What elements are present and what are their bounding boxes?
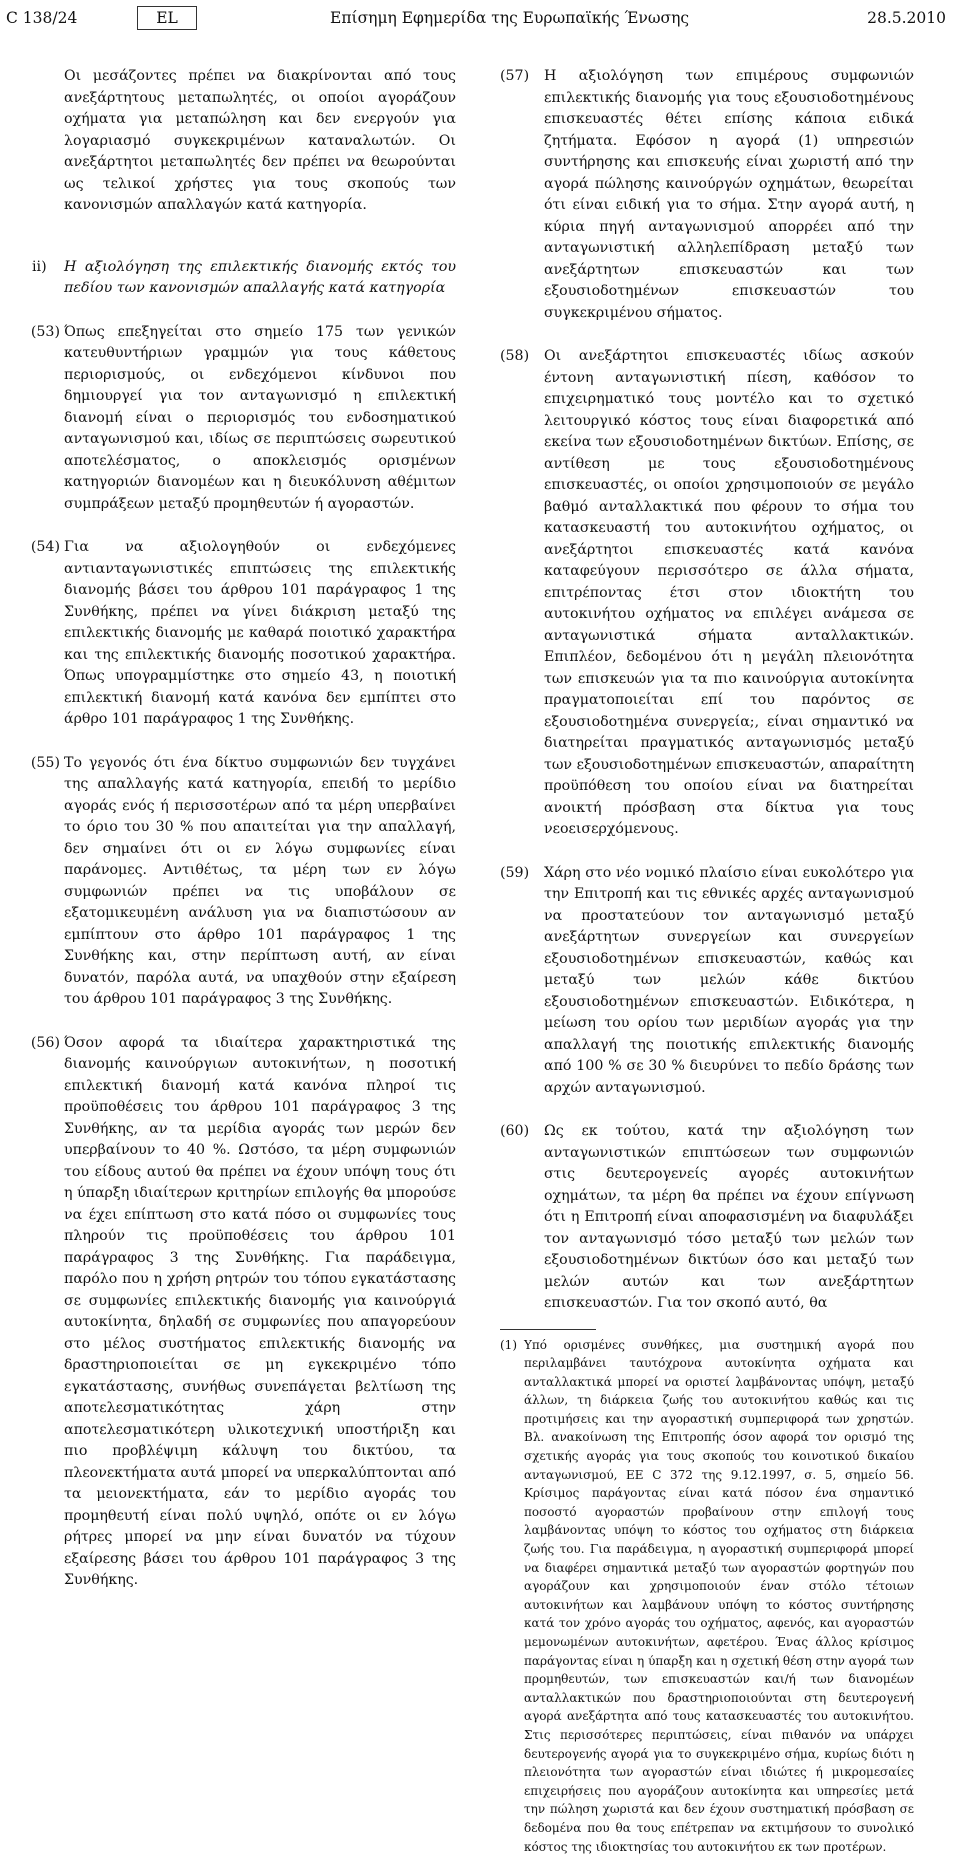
publication-date: 28.5.2010 [867,6,946,30]
footnote [500,1336,914,1856]
paragraph-54 [64,537,456,731]
section-heading-text: Η αξιολόγηση της επιλεκτικής διανομής εκτός του πεδίου των κανονισμών απαλλαγής κατά κατηγορία [64,259,456,297]
paragraph-number: (55) [0,753,60,775]
paragraph-number: (53) [0,322,60,344]
section-heading [64,257,456,300]
paragraph-number: (57) [500,66,540,88]
paragraph-text: Οι ανεξάρτητοι επισκευαστές ιδίως ασκούν έντονη ανταγωνιστική πίεση, καθόσον το επιχειρηματικό τους μοντέλο και το σχετικό λειτουργικό κόστος τους είναι διαφορετικά από εκείνα των εξουσιοδοτημένων δικτύων. Επίσης, σε αντίθεση με τους εξουσιοδοτημένους επισκευαστές, οι οποίοι χρησιμοποιούν σε μεγάλο βαθμό ανταλλακτικά που φέρουν το σήμα του κατασκευαστή του αυτοκινήτου οχήματος, οι ανεξάρτητοι επισκευαστές κατά κανόνα καταφεύγουν περισσότερο σε άλλα σήματα, επιτρέποντας έτσι στον ιδιοκτήτη του αυτοκινήτου οχήματος να επιλέγει ανάμεσα σε ανταγωνιστικά σήματα ανταλλακτικών. Επιπλέον, δεδομένου ότι η μεγάλη πλειονότητα των επισκευών για τα πιο καινούργια αυτοκίνητα πραγματοποιείται επί του παρόντος σε εξουσιοδοτημένα συνεργεία;, είναι σημαντικό να διατηρείται πραγματικός ανταγωνισμός μεταξύ των εξουσιοδοτημένων επισκευαστών, απαραίτητη προϋπόθεση του οποίου είναι να διατηρείται ανοικτή πρόσβαση στα δίκτυα για τους νεοεισερχόμενους. [544,346,914,841]
paragraph-59 [500,863,914,1100]
journal-title: Επίσημη Εφημερίδα της Ευρωπαϊκής Ένωσης [330,6,689,30]
paragraph-text: Όπως επεξηγείται στο σημείο 175 των γενικών κατευθυντήριων γραμμών για τους κάθετους περιορισμούς, οι ενδεχόμενοι κίνδυνοι που δημιουργεί για τον ανταγωνισμό η επιλεκτική διανομή είναι ο περιορισμός του ενδοσηματικού ανταγωνισμού και, ιδίως σε περιπτώσεις σωρευτικού αποτελέσματος, ο αποκλεισμός ορισμένων κατηγοριών διανομέων και η διευκόλυνση αθέμιτων συμπράξεων μεταξύ προμηθευτών ή αγοραστών. [64,322,456,516]
paragraph-number: (58) [500,346,540,368]
paragraph-number: (60) [500,1121,540,1143]
page-header [0,6,960,30]
paragraph-number: (54) [0,537,60,559]
paragraph-text: Το γεγονός ότι ένα δίκτυο συμφωνιών δεν τυγχάνει της απαλλαγής κατά κατηγορία, επειδή το μερίδιο αγοράς ενός ή περισσοτέρων από τα μέρη υπερβαίνει το όριο του 30 % που απαιτείται για την απαλλαγή, δεν σημαίνει ότι οι εν λόγω συμφωνίες είναι παράνομες. Αντιθέτως, τα μέρη των εν λόγω συμφωνιών πρέπει να τις υποβάλουν σε εξατομικευμένη ανάλυση για να διαπιστώσουν αν εμπίπτουν στο άρθρο 101 παράγραφος 1 της Συνθήκης και, στην περίπτωση αυτή, αν είναι δυνατόν, παρόλα αυτά, να υπαχθούν στην εξαίρεση του άρθρου 101 παράγραφος 3 της Συνθήκης. [64,753,456,1011]
section-numeral: ii) [32,257,47,279]
paragraph-55 [64,753,456,1011]
paragraph-58 [500,346,914,841]
right-column [500,66,914,1856]
paragraph-text: Η αξιολόγηση των επιμέρους συμφωνιών επιλεκτικής διανομής για τους εξουσιοδοτημένους επισκευαστές θέτει επίσης κάποια ειδικά ζητήματα. Εφόσον η αγορά (1) υπηρεσιών συντήρησης και επισκευής είναι χωριστή από την αγορά πώλησης καινούργών οχημάτων, θεωρείται ότι είναι ειδική για το σήμα. Στην αγορά αυτή, η κύρια πηγή ανταγωνισμού απορρέει από την ανταγωνιστική αλληλεπίδραση μεταξύ των ανεξάρτητων επισκευαστών και των εξουσιοδοτημένων επισκευαστών του συγκεκριμένου σήματος. [544,66,914,324]
paragraph-number: (59) [500,863,540,885]
paragraph-53 [64,322,456,516]
paragraph-56 [64,1033,456,1592]
footnote-divider [500,1329,596,1330]
paragraph-number: (56) [0,1033,60,1055]
left-column [64,66,456,1614]
footnote-number: (1) [500,1336,517,1355]
page-number: C 138/24 [6,6,77,30]
paragraph-text: Χάρη στο νέο νομικό πλαίσιο είναι ευκολότερο για την Επιτροπή και τις εθνικές αρχές ανταγωνισμού να προστατεύουν τον ανταγωνισμό μεταξύ ανεξάρτητων συνεργείων και συνεργείων εξουσιοδοτημένων επισκευαστών, καθώς και μεταξύ των μελών κάθε δικτύου εξουσιοδοτημένων επισκευαστών. Ειδικότερα, η μείωση του ορίου των μεριδίων αγοράς για την απαλλαγή της ποιοτικής επιλεκτικής διανομής από 100 % σε 30 % διευρύνει το πεδίο δράσης των αρχών ανταγωνισμού. [544,863,914,1100]
language-code: EL [137,6,197,30]
paragraph-text: Όσον αφορά τα ιδιαίτερα χαρακτηριστικά της διανομής καινούργιων αυτοκινήτων, η ποσοτική επιλεκτική διανομή κατά κανόνα πληροί τις προϋποθέσεις του άρθρου 101 παράγραφος 3 της Συνθήκης, αν τα μερίδια αγοράς των μερών δεν υπερβαίνουν το 40 %. Ωστόσο, τα μέρη συμφωνιών του είδους αυτού θα πρέπει να έχουν υπόψη τους ότι η ύπαρξη ιδιαίτερων κριτηρίων επιλογής θα μπορούσε να έχει επίπτωση στο κατά πόσο οι συμφωνίες τους πληρούν τις προϋποθέσεις του άρθρου 101 παράγραφος 3 της Συνθήκης. Για παράδειγμα, παρόλο που η χρήση ρητρών του τόπου εγκατάστασης σε συμφωνίες επιλεκτικής διανομής για καινούργιά αυτοκίνητα, δηλαδή σε συμφωνίες που απαγορεύουν στο μέλος συστήματος επιλεκτικής διανομής να δραστηριοποιείται σε μη εγκεκριμένο τόπο εγκατάστασης, συνήθως συνεπάγεται βελτίωση της αποτελεσματικότητας χάρη στην αποτελεσματικότερη υλικοτεχνική υποστήριξη και πιο προβλέψιμη κάλυψη του δικτύου, τα πλεονεκτήματα αυτά μπορεί να υπερκαλύπτονται από τα μειονεκτήματα, εάν το μερίδιο αγοράς του προμηθευτή είναι πολύ υψηλό, οπότε οι εν λόγω ρήτρες μπορεί να μην είναι δυνατόν να τύχουν εξαίρεσης βάσει του άρθρου 101 παράγραφος 3 της Συνθήκης. [64,1033,456,1592]
paragraph-57 [500,66,914,324]
paragraph-text: Για να αξιολογηθούν οι ενδεχόμενες αντιανταγωνιστικές επιπτώσεις της επιλεκτικής διανομής βάσει του άρθρου 101 παράγραφος 1 της Συνθήκης, πρέπει να γίνει διάκριση μεταξύ της επιλεκτικής διανομής με καθαρά ποιοτικό χαρακτήρα και της επιλεκτικής διανομής ποσοτικού χαρακτήρα. Όπως υπογραμμίστηκε στο σημείο 43, η ποιοτική επιλεκτική διανομή κατά κανόνα δεν εμπίπτει στο άρθρο 101 παράγραφος 1 της Συνθήκης. [64,537,456,731]
footnote-text: Υπό ορισμένες συνθήκες, μια συστημική αγορά που περιλαμβάνει ταυτόχρονα αυτοκίνητα οχήματα και ανταλλακτικά μπορεί να οριστεί λαμβάνοντας υπόψη, μεταξύ άλλων, τη διάρκεια ζωής του αυτοκινήτου καθώς και τις προτιμήσεις και την αγοραστική συμπεριφορά των χρηστών. Βλ. ανακοίνωση της Επιτροπής όσον αφορά τον ορισμό της σχετικής αγοράς για τους σκοπούς του κοινοτικού δικαίου ανταγωνισμού, ΕΕ C 372 της 9.12.1997, σ. 5, σημείο 56. Κρίσιμος παράγοντας είναι κατά πόσον ένα σημαντικό ποσοστό αγοραστών προβαίνουν στην επιλογή τους λαμβάνοντας υπόψη το κόστος του οχήματος στη διάρκεια ζωής του. Για παράδειγμα, η αγοραστική συμπεριφορά μπορεί να διαφέρει σημαντικά μεταξύ των αγοραστών φορτηγών που αγοράζουν και χρησιμοποιούν έναν στόλο τέτοιων αυτοκινήτων και λαμβάνουν υπόψη το κόστος συντήρησης κατά τον χρόνο αγοράς του οχήματος, αφενός, και αγοραστών μεμονωμένων αυτοκινήτων, αφετέρου. Ένας άλλος κρίσιμος παράγοντας είναι η ύπαρξη και η σχετική θέση στην αγορά των προμηθευτών, των επισκευαστών και/ή των διανομέων ανταλλακτικών που δραστηριοποιούνται στη δευτερογενή αγορά ανεξάρτητα από τους κατασκευαστές του αυτοκινήτου. Στις περισσότερες περιπτώσεις, είναι πιθανόν να υπάρχει δευτερογενής αγορά για το συγκεκριμένο σήμα, κυρίως διότι η πλειονότητα των αγοραστών είναι ιδιώτες ή μικρομεσαίες επιχειρήσεις που αγοράζουν αυτοκίνητα και υπηρεσίες μετά την πώληση χωριστά και δεν έχουν συστηματική πρόσβαση σε δεδομένα που θα τους επέτρεπαν να εκτιμήσουν το συνολικό κόστος της ιδιοκτησίας του αυτοκινήτου εκ των προτέρων. [524,1336,914,1856]
intro-paragraph: Οι μεσάζοντες πρέπει να διακρίνονται από τους ανεξάρτητους μεταπωλητές, οι οποίοι αγοράζουν οχήματα για μεταπώληση και δεν ενεργούν για λογαριασμό συγκεκριμένων καταναλωτών. Οι ανεξάρτητοι μεταπωλητές δεν πρέπει να θεωρούνται ως τελικοί χρήστες για τους σκοπούς των κανονισμών απαλλαγών κατά κατηγορία. [64,66,456,217]
paragraph-text: Ως εκ τούτου, κατά την αξιολόγηση των ανταγωνιστικών επιπτώσεων των συμφωνιών στις δευτερογενείς αγορές αυτοκινήτων οχημάτων, τα μέρη θα πρέπει να έχουν επίγνωση ότι η Επιτροπή είναι αποφασισμένη να διαφυλάξει τον ανταγωνισμό τόσο μεταξύ των μελών των εξουσιοδοτημένων δικτύων όσο και μεταξύ των μελών αυτών και των ανεξάρτητων επισκευαστών. Για τον σκοπό αυτό, θα [544,1121,914,1315]
paragraph-60 [500,1121,914,1315]
